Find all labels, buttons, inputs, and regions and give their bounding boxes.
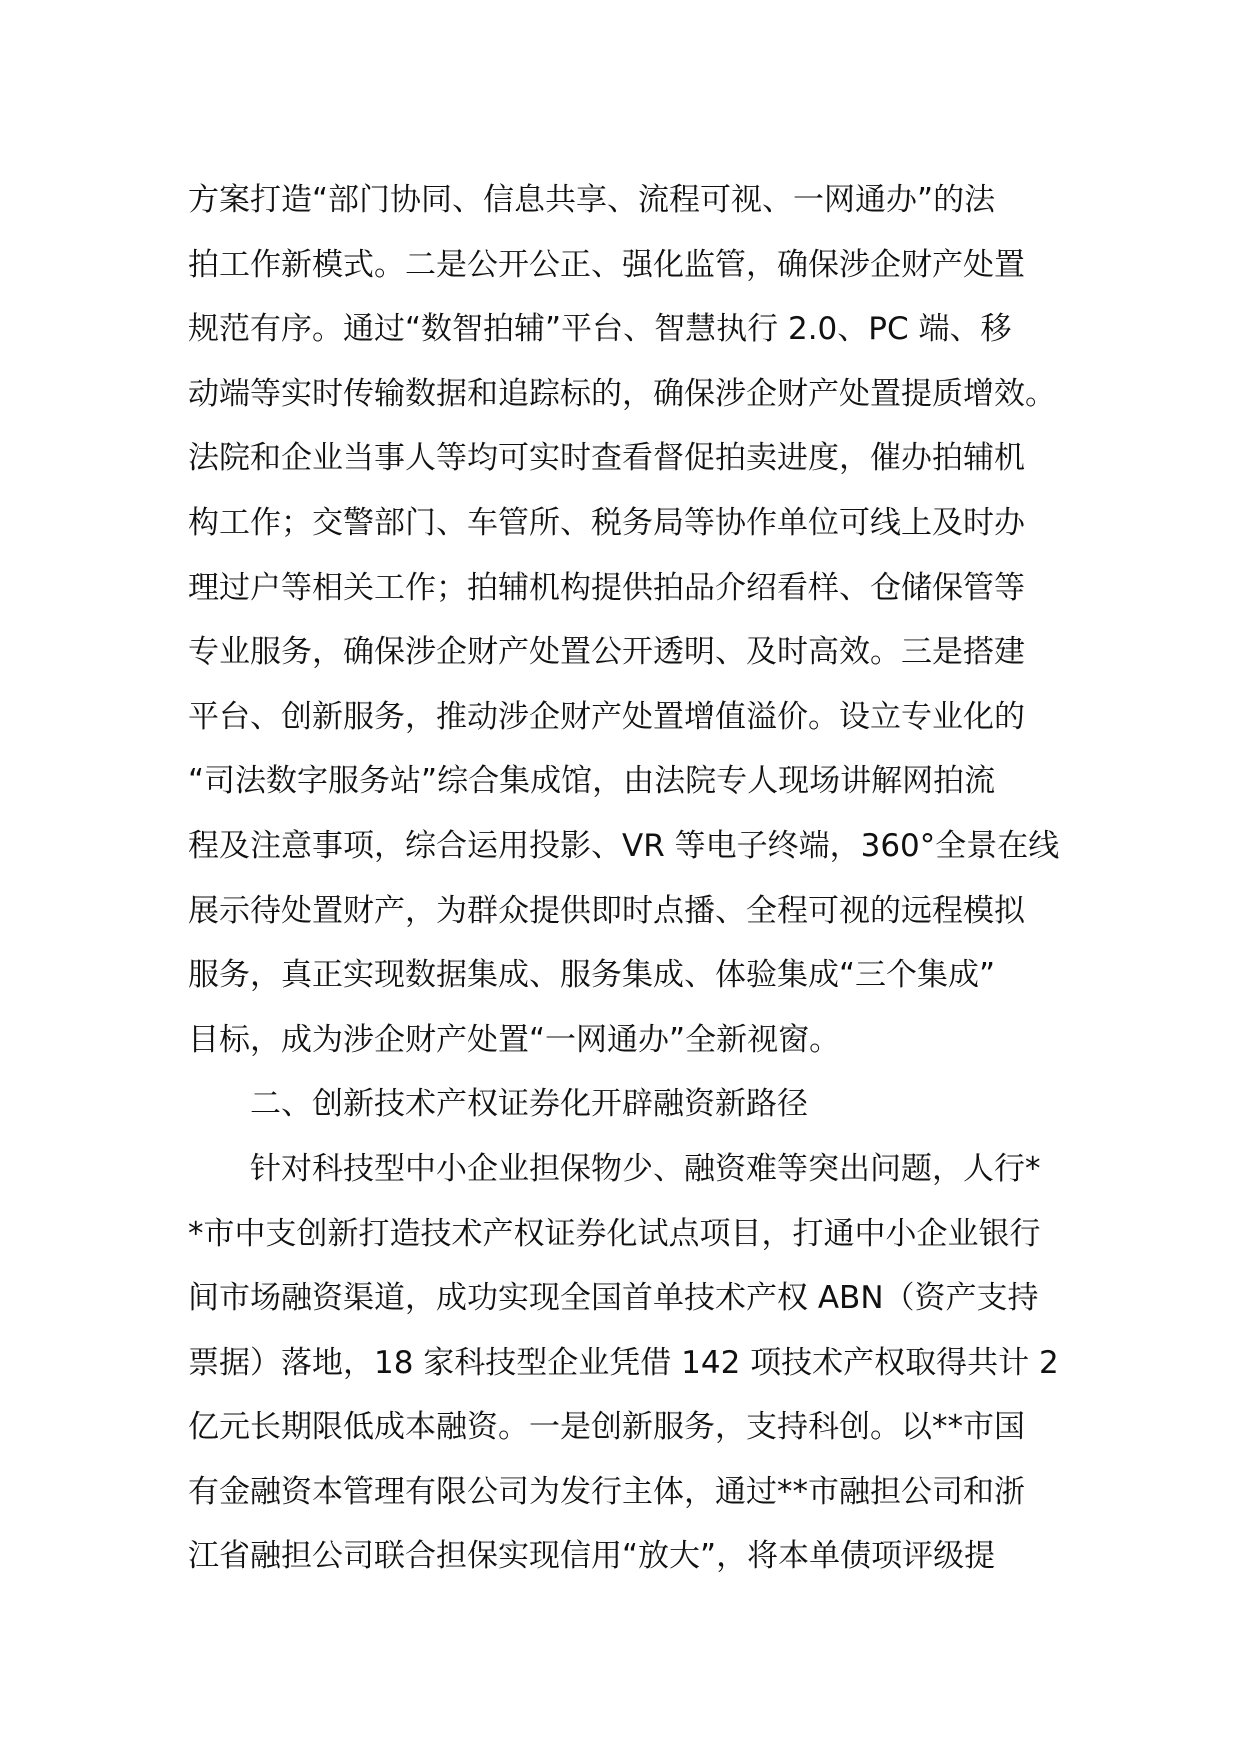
text-line: 目标，成为涉企财产处置“一网通办”全新视窗。: [188, 1021, 841, 1058]
text-line: 理过户等相关工作；拍辅机构提供拍品介绍看样、仓储保管等: [188, 569, 1025, 606]
text-line: 平台、创新服务，推动涉企财产处置增值溢价。设立专业化的: [188, 698, 1025, 735]
body-text: [188, 168, 1068, 1589]
text-line: *市中支创新打造技术产权证券化试点项目，打通中小企业银行: [188, 1215, 1041, 1252]
paragraph-first-line: 针对科技型中小企业担保物少、融资难等突出问题，人行*: [250, 1150, 1041, 1187]
text-line: 票据）落地，18 家科技型企业凭借 142 项技术产权取得共计 2: [188, 1344, 1059, 1381]
section-heading: 二、创新技术产权证券化开辟融资新路径: [250, 1086, 808, 1123]
text-line: “司法数字服务站”综合集成馆，由法院专人现场讲解网拍流: [188, 763, 996, 800]
text-line: 展示待处置财产，为群众提供即时点播、全程可视的远程模拟: [188, 892, 1025, 929]
text-line: 规范有序。通过“数智拍辅”平台、智慧执行 2.0、PC 端、移: [188, 311, 1012, 348]
text-line: 构工作；交警部门、车管所、税务局等协作单位可线上及时办: [188, 504, 1025, 541]
text-line: 间市场融资渠道，成功实现全国首单技术产权 ABN（资产支持: [188, 1280, 1039, 1317]
text-line: 法院和企业当事人等均可实时查看督促拍卖进度，催办拍辅机: [188, 440, 1025, 477]
text-line: 服务，真正实现数据集成、服务集成、体验集成“三个集成”: [188, 957, 996, 994]
text-line: 拍工作新模式。二是公开公正、强化监管，确保涉企财产处置: [188, 246, 1025, 283]
text-line: 专业服务，确保涉企财产处置公开透明、及时高效。三是搭建: [188, 634, 1025, 671]
text-line: 江省融担公司联合担保实现信用“放大”，将本单债项评级提: [188, 1538, 996, 1575]
text-line: 有金融资本管理有限公司为发行主体，通过**市融担公司和浙: [188, 1473, 1025, 1510]
text-line: 程及注意事项，综合运用投影、VR 等电子终端，360°全景在线: [188, 827, 1060, 864]
text-line: 方案打造“部门协同、信息共享、流程可视、一网通办”的法: [188, 182, 996, 218]
text-line: 动端等实时传输数据和追踪标的，确保涉企财产处置提质增效。: [188, 375, 1056, 412]
text-line: 亿元长期限低成本融资。一是创新服务，支持科创。以**市国: [188, 1409, 1025, 1446]
